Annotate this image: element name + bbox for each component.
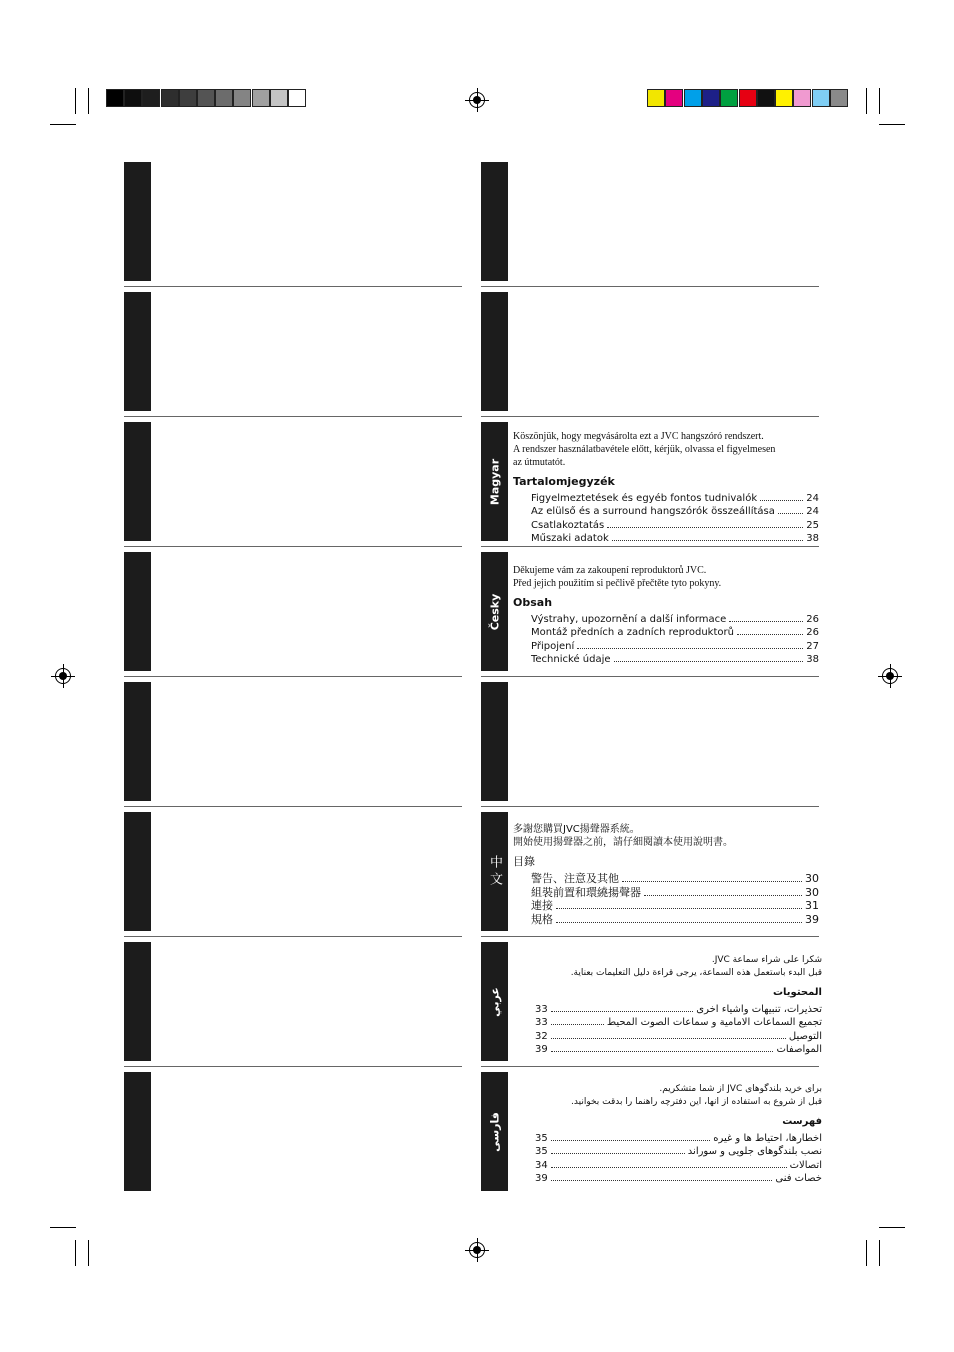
toc-entry xyxy=(531,872,819,886)
toc-entry xyxy=(531,886,819,900)
tab-label: Magyar xyxy=(488,458,501,505)
intro-line: قبل البدء باستعمل هذه السماعة، يرجى قراءة دليل التعليمات بعناية. xyxy=(570,968,822,978)
toc-entry xyxy=(531,613,819,626)
blank-tab xyxy=(124,292,151,411)
color-swatch xyxy=(793,89,811,107)
toc-page: 33 xyxy=(535,1004,548,1015)
section-divider xyxy=(124,806,462,807)
registration-mark-right xyxy=(882,668,898,684)
toc-heading: فهرست xyxy=(782,1116,822,1127)
intro-line: Köszönjük, hogy megvásárolta ezt a JVC hangszóró rendszert. xyxy=(513,431,764,442)
gray-swatch xyxy=(124,89,142,107)
toc-page: 35 xyxy=(535,1146,548,1158)
toc-title: 警告、注意及其他 xyxy=(531,872,619,885)
color-swatch xyxy=(702,89,720,107)
intro-line: az útmutatót. xyxy=(513,457,566,468)
gray-swatch xyxy=(142,89,160,107)
toc-page: 25 xyxy=(806,519,819,531)
intro-line: قبل از شروع به استفاده از انها، این دفترچه راهنما را بدقت بخوانید. xyxy=(571,1097,822,1107)
intro-line: 開始使用揚聲器之前，請仔細閱讀本使用說明書。 xyxy=(513,837,733,848)
blank-tab xyxy=(124,682,151,801)
section-divider xyxy=(124,286,462,287)
toc-page: 30 xyxy=(805,872,819,885)
blank-tab xyxy=(124,422,151,541)
toc-title: اخطارها، احتياط ها و غيره xyxy=(713,1133,822,1144)
toc-page: 38 xyxy=(806,532,819,544)
intro-line: Děkujeme vám za zakoupení reproduktorů JVC. xyxy=(513,565,707,576)
section-divider xyxy=(481,286,819,287)
tab-magyar xyxy=(481,422,508,541)
section-chinese xyxy=(513,823,819,926)
toc-page: 27 xyxy=(806,640,819,652)
toc-heading: Obsah xyxy=(513,596,553,609)
toc-entry xyxy=(535,1132,822,1145)
section-divider xyxy=(124,936,462,937)
blank-tab xyxy=(124,552,151,671)
toc-heading: المحتويات xyxy=(772,987,822,998)
color-swatch xyxy=(647,89,665,107)
toc-title: Připojení xyxy=(531,640,575,652)
section-divider xyxy=(481,676,819,677)
blank-tab xyxy=(481,682,508,801)
toc-title: Műszaki adatok xyxy=(531,532,609,544)
toc-entry xyxy=(531,505,819,518)
toc-title: 組裝前置和環繞揚聲器 xyxy=(531,885,641,899)
section-farsi xyxy=(535,1083,822,1185)
gray-swatch xyxy=(106,89,124,107)
registration-mark-bottom xyxy=(469,1242,485,1258)
table-of-contents xyxy=(531,492,819,545)
gray-swatch xyxy=(252,89,270,107)
toc-page: 33 xyxy=(535,1017,548,1029)
toc-title: اتصالات xyxy=(789,1159,822,1171)
toc-entry xyxy=(531,640,819,653)
section-cesky xyxy=(513,564,819,666)
toc-entry xyxy=(535,1003,822,1016)
toc-page: 26 xyxy=(806,614,819,625)
toc-page: 32 xyxy=(535,1030,548,1042)
gray-swatch xyxy=(215,89,233,107)
tab-label: Česky xyxy=(488,593,501,630)
table-of-contents xyxy=(535,1132,822,1185)
section-divider xyxy=(124,1066,462,1067)
tab-chinese xyxy=(481,812,508,931)
toc-entry xyxy=(531,899,819,913)
toc-title: Figyelmeztetések és egyéb fontos tudnivalók xyxy=(531,493,758,504)
section-divider xyxy=(481,416,819,417)
color-swatch xyxy=(812,89,830,107)
toc-page: 26 xyxy=(806,627,819,639)
toc-page: 30 xyxy=(805,885,819,899)
toc-heading: Tartalomjegyzék xyxy=(513,475,615,488)
toc-title: 連接 xyxy=(531,899,553,912)
section-divider xyxy=(481,936,819,937)
toc-heading: 目錄 xyxy=(513,855,535,868)
table-of-contents xyxy=(531,613,819,666)
registration-mark-left xyxy=(55,668,71,684)
toc-entry xyxy=(535,1016,822,1029)
toc-page: 39 xyxy=(805,912,819,926)
color-swatch xyxy=(830,89,848,107)
blank-tab xyxy=(124,812,151,931)
toc-entry xyxy=(531,913,819,927)
toc-title: Montáž předních a zadních reproduktorů xyxy=(531,627,734,639)
tab-label: 中文 xyxy=(487,854,502,889)
toc-title: Csatlakoztatás xyxy=(531,519,605,531)
toc-entry xyxy=(531,532,819,545)
tab-label: عربي xyxy=(488,986,501,1017)
color-swatch xyxy=(665,89,683,107)
color-swatch xyxy=(739,89,757,107)
section-divider xyxy=(481,806,819,807)
table-of-contents xyxy=(531,872,819,926)
intro-line: A rendszer használatbavétele előtt, kérjük, olvassa el figyelmesen xyxy=(513,444,776,455)
blank-tab xyxy=(124,1072,151,1191)
gray-swatch xyxy=(179,89,197,107)
toc-entry xyxy=(531,653,819,666)
section-magyar xyxy=(513,430,819,545)
toc-page: 35 xyxy=(535,1133,548,1144)
tab-label: فارسی xyxy=(488,1111,501,1152)
toc-entry xyxy=(531,492,819,505)
color-swatch xyxy=(684,89,702,107)
toc-entry xyxy=(531,519,819,532)
toc-title: التوصيل xyxy=(788,1030,822,1042)
intro-line: 多謝您購買JVC揚聲器系統。 xyxy=(513,824,640,835)
toc-title: Az elülső és a surround hangszórók összeállítása xyxy=(531,506,775,518)
blank-tab xyxy=(124,162,151,281)
toc-entry xyxy=(535,1159,822,1172)
toc-page: 24 xyxy=(806,493,819,504)
toc-entry xyxy=(535,1043,822,1056)
table-of-contents xyxy=(535,1003,822,1056)
toc-title: 規格 xyxy=(531,912,553,926)
toc-entry xyxy=(531,626,819,639)
gray-swatch xyxy=(288,89,306,107)
toc-title: نصب بلندگوهای جلويی و سوراند xyxy=(687,1146,822,1158)
toc-entry xyxy=(535,1145,822,1158)
section-divider xyxy=(124,546,462,547)
gray-swatch xyxy=(161,89,179,107)
toc-title: تجميع السماعات الامامية و سماعات الصوت المحيط xyxy=(606,1017,822,1029)
tab-cesky xyxy=(481,552,508,671)
registration-mark-top xyxy=(469,92,485,108)
toc-title: Výstrahy, upozornění a další informace xyxy=(531,614,727,625)
toc-page: 24 xyxy=(806,506,819,518)
section-divider xyxy=(481,546,819,547)
toc-page: 39 xyxy=(535,1043,548,1055)
toc-title: تحذيرات، تنبيهات واشياء اخرى xyxy=(696,1004,822,1015)
section-divider xyxy=(481,1066,819,1067)
color-swatch xyxy=(720,89,738,107)
blank-tab xyxy=(124,942,151,1061)
color-swatch xyxy=(757,89,775,107)
section-arabic xyxy=(535,954,822,1056)
gray-swatch xyxy=(233,89,251,107)
section-divider xyxy=(124,416,462,417)
intro-line: Před jejich použitím si pečlivě přečtěte tyto pokyny. xyxy=(513,578,722,589)
blank-tab xyxy=(481,292,508,411)
gray-swatch xyxy=(270,89,288,107)
blank-tab xyxy=(481,162,508,281)
intro-line: شكرا على شراء سماعة JVC. xyxy=(711,955,822,965)
toc-entry xyxy=(535,1030,822,1043)
toc-title: خصات فنی xyxy=(775,1172,822,1184)
toc-page: 34 xyxy=(535,1159,548,1171)
toc-entry xyxy=(535,1172,822,1185)
toc-page: 38 xyxy=(806,653,819,665)
toc-title: المواصفات xyxy=(776,1043,822,1055)
toc-title: Technické údaje xyxy=(531,653,611,665)
tab-farsi xyxy=(481,1072,508,1191)
gray-swatch xyxy=(197,89,215,107)
tab-arabic xyxy=(481,942,508,1061)
toc-page: 31 xyxy=(805,899,819,912)
color-swatch xyxy=(775,89,793,107)
toc-page: 39 xyxy=(535,1172,548,1184)
intro-line: برای خرید بلندگوهای JVC از شما متشکریم. xyxy=(659,1084,822,1094)
section-divider xyxy=(124,676,462,677)
